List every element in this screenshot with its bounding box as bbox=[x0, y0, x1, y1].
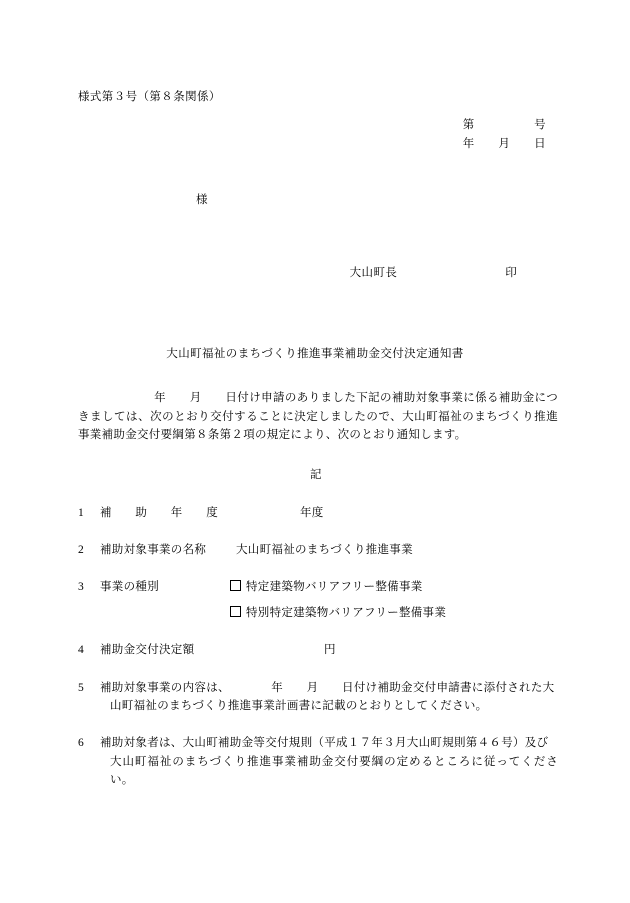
issuer-seal: 印 bbox=[505, 266, 518, 279]
item-number-4: 4 bbox=[78, 644, 85, 657]
document-number-line: 第 号 bbox=[462, 119, 546, 132]
item-content-6 bbox=[100, 734, 558, 789]
ki-marker: 記 bbox=[310, 469, 322, 482]
item-number-1: 1 bbox=[78, 506, 85, 519]
checkbox-icon[interactable] bbox=[230, 606, 241, 617]
item-text-6-line2: 大山町福祉のまちづくり推進事業補助金交付要綱の定めるところに従ってください。 bbox=[110, 755, 558, 787]
addressee-line: 様 bbox=[196, 194, 208, 207]
intro-text: 年 月 日付け申請のありました下記の補助対象事業に係る補助金につきましては、次のとおり交付することに決定しましたので、大山町福祉のまちづくり推進事業補助金交付要綱第８条第２項の規定により、次のとおり通知します。 bbox=[78, 392, 558, 441]
intro-paragraph bbox=[78, 389, 558, 444]
item-text-5-line2: 山町福祉のまちづくり推進事業計画書に記載のとおりとしてください。 bbox=[110, 700, 488, 713]
item-value-1: 年度 bbox=[300, 506, 324, 519]
header-right-block bbox=[78, 116, 558, 153]
item-number-2: 2 bbox=[78, 544, 85, 557]
item-number-6: 6 bbox=[78, 737, 85, 750]
issuer-line bbox=[78, 246, 558, 301]
checkbox-label: 特定建築物バリアフリー整備事業 bbox=[246, 581, 423, 594]
item-content-5 bbox=[100, 679, 558, 716]
item-number-3: 3 bbox=[78, 581, 85, 594]
issuer-title: 大山町長 bbox=[349, 266, 398, 279]
item-number-5: 5 bbox=[78, 681, 85, 694]
item-label-2: 補助対象事業の名称 bbox=[100, 544, 207, 557]
checkbox-option-row[interactable] bbox=[230, 578, 446, 596]
item-row-6 bbox=[78, 734, 558, 789]
document-body bbox=[78, 88, 558, 790]
item-text-5-line1: 補助対象事業の内容は、 年 月 日付け補助金交付申請書に添付された大 bbox=[100, 681, 555, 694]
checkbox-icon[interactable] bbox=[230, 580, 241, 591]
document-date-line: 年 月 日 bbox=[462, 137, 546, 150]
item-text-6-line1: 補助対象者は、大山町補助金等交付規則（平成１７年３月大山町規則第４６号）及び bbox=[100, 737, 549, 750]
item-row-2 bbox=[78, 541, 558, 559]
item-value-4: 円 bbox=[324, 644, 336, 657]
item-content-2 bbox=[100, 541, 558, 559]
item-content-1 bbox=[100, 504, 558, 522]
item-row-5 bbox=[78, 679, 558, 716]
item-checkbox-group-3 bbox=[230, 578, 446, 622]
document-title: 大山町福祉のまちづくり推進事業補助金交付決定通知書 bbox=[166, 347, 464, 360]
item-row-4 bbox=[78, 641, 558, 659]
checkbox-label: 特別特定建築物バリアフリー整備事業 bbox=[246, 606, 447, 619]
item-value-2: 大山町福祉のまちづくり推進事業 bbox=[236, 544, 413, 557]
item-label-3: 事業の種別 bbox=[100, 581, 159, 594]
item-label-4: 補助金交付決定額 bbox=[100, 644, 195, 657]
item-label-1: 補 助 年 度 bbox=[100, 506, 218, 519]
form-number: 様式第３号（第８条関係） bbox=[78, 91, 221, 103]
item-content-4 bbox=[100, 641, 558, 659]
item-row-1 bbox=[78, 504, 558, 522]
item-row-3 bbox=[78, 578, 558, 622]
checkbox-option-row[interactable] bbox=[230, 604, 446, 622]
